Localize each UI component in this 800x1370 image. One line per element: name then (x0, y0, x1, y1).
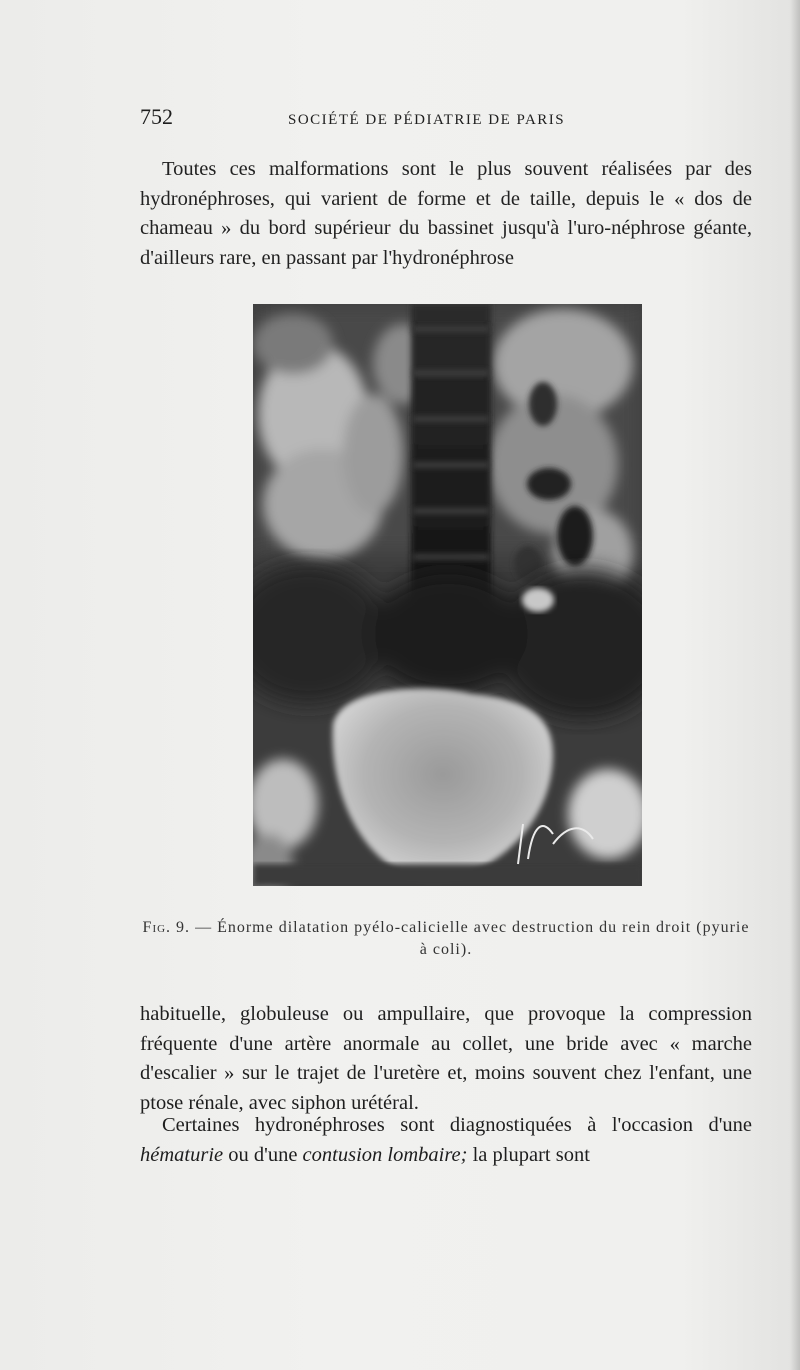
paragraph-continued (140, 1000, 752, 1118)
paragraph-last-part3: la plupart sont (467, 1143, 590, 1166)
caption-text: Énorme dilatation pyélo-calicielle avec destruction du rein droit (pyurie à coli). (217, 919, 750, 958)
term-contusion-lombaire: contusion lombaire; (302, 1143, 468, 1166)
paragraph-continued-text: habituelle, globuleuse ou ampullaire, que provoque la compression fréquente d'une artère anormale au collet, une bride avec « marche d'escalier » sur le trajet de l'uretère et, moins souvent chez l'enfant, une ptose rénale, avec siphon urétéral. (140, 1003, 752, 1114)
page-number: 752 (140, 104, 173, 129)
paragraph-last-text (140, 1111, 752, 1170)
page-header (140, 104, 615, 134)
xray-image (253, 304, 642, 886)
caption-dash: — (190, 919, 218, 936)
page-edge-shadow (790, 0, 800, 1370)
paragraph-last (140, 1111, 752, 1170)
figure-caption (140, 917, 752, 961)
paragraph-last-part2: ou d'une (223, 1143, 303, 1166)
paragraph-last-part1: Certaines hydronéphroses sont diagnostiquées à l'occasion d'une (162, 1114, 752, 1136)
running-title: SOCIÉTÉ DE PÉDIATRIE DE PARIS (288, 112, 566, 128)
paragraph-top (140, 155, 752, 273)
caption-label: Fig. 9. (142, 919, 191, 936)
term-hematurie: hématurie (140, 1143, 224, 1166)
paragraph-top-text: Toutes ces malformations sont le plus souvent réalisées par des hydronéphroses, qui varient de forme et de taille, depuis le « dos de chameau » du bord supérieur du bassinet jusqu'à l'uro-néphrose géante, d'ailleurs rare, en passant par l'hydronéphrose (140, 158, 752, 269)
xray-figure (253, 304, 642, 886)
